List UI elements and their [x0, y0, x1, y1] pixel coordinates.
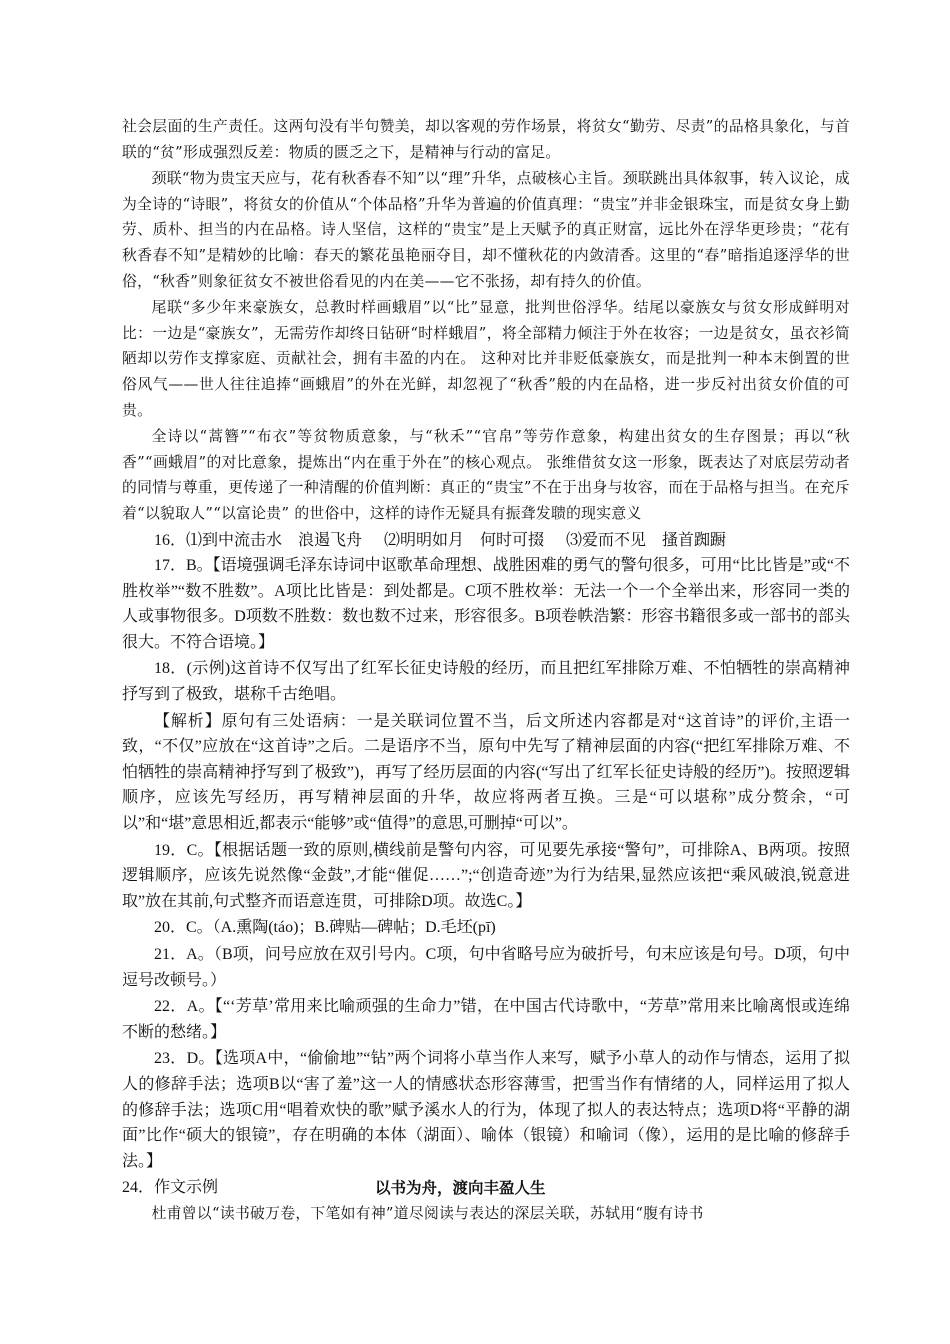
- poem-analysis-paragraph-2: 颈联“物为贵宝天应与，花有秋香春不知”以“理”升华，点破核心主旨。颈联跳出具体叙事，转入议论，成为全诗的“诗眼”，将贫女的价值从“个体品格”升华为普遍的价值真理：“贵宝”并非金银珠宝，而是贫女身上勤劳、质朴、担当的内在品格。诗人坚信，这样的“贵宝”是上天赋予的真正财富，远比外在浮华更珍贵；“花有秋香春不知”是精妙的比喻：春天的繁花虽艳丽夺目，却不懂秋花的内敛清香。这里的“春”暗指追逐浮华的世俗，“秋香”则象征贫女不被世俗看见的内在美——它不张扬，却有持久的价值。: [122, 170, 850, 290]
- answer-22: 22．A。【“‘芳草’常用来比喻顽强的生命力”错，在中国古代诗歌中，“芳草”常用来比喻离恨或连绵不断的愁绪。】: [122, 998, 850, 1041]
- answer-16-item-3: ⑶爱而不见 搔首踟蹰: [566, 531, 727, 549]
- answer-17: 17．B。【语境强调毛泽东诗词中讴歌革命理想、战胜困难的勇气的警句很多，可用“比比皆是”或“不胜枚举”“数不胜数”。A项比比皆是：到处都是。C项不胜枚举：无法一个一个全举出来，形容同一类的人或事物很多。D项数不胜数：数也数不过来，形容很多。B项卷帙浩繁：形容书籍很多或一部书的部头很大。不符合语境。】: [122, 557, 850, 651]
- answer-21: 21．A。（B项，问号应放在双引号内。C项，句中省略号应为破折号，句末应该是句号。D项，句中逗号改顿号。）: [122, 946, 850, 989]
- poem-analysis-paragraph-3: 尾联“多少年来豪族女，总教时样画蛾眉”以“比”显意，批判世俗浮华。结尾以豪族女与贫女形成鲜明对比：一边是“豪族女”，无需劳作却终日钻研“时样蛾眉”，将全部精力倾注于外在妆容；一边是贫女，虽衣衫简陋却以劳作支撑家庭、贡献社会，拥有丰盈的内在。 这种对比并非贬低豪族女，而是批判一种本末倒置的世俗风气——世人往往追捧“画蛾眉”的外在光鲜，却忽视了“秋香”般的内在品格，进一步反衬出贫女价值的可贵。: [122, 299, 850, 419]
- answer-16-item-2: ⑵明明如月 何时可掇: [384, 531, 545, 549]
- essay-opening: 杜甫曾以“读书破万卷，下笔如有神”道尽阅读与表达的深层关联，苏轼用“腹有诗书: [151, 1205, 704, 1223]
- answer-18: 18．(示例)这首诗不仅写出了红军长征史诗般的经历，而且把红军排除万难、不怕牺牲的崇高精神抒写到了极致，堪称千古绝唱。: [122, 660, 850, 704]
- answer-18-analysis: 【解析】原句有三处语病：一是关联词位置不当，后文所述内容都是对“这首诗”的评价,主语一致，“不仅”应放在“这首诗”之后。二是语序不当，原句中先写了精神层面的内容(“把红军排除万难、不怕牺牲的崇高精神抒写到了极致”)，再写了经历层面的内容(“写出了红军长征史诗般的经历”)。按照逻辑顺序，应该先写经历，再写精神层面的升华，故应将两者互换。三是“可以堪称”成分赘余，“可以”和“堪”意思相近,都表示“能够”或“值得”的意思,可删掉“可以”。: [122, 712, 850, 833]
- essay-label: 24．作文示例: [122, 1179, 219, 1197]
- essay-heading: [122, 1175, 850, 1201]
- poem-analysis-paragraph-4: 全诗以“蒿簪”“布衣”等贫物质意象，与“秋禾”“官帛”等劳作意象，构建出贫女的生存图景；再以“秋香”“画蛾眉”的对比意象，提炼出“内在重于外在”的核心观点。 张维借贫女这一形象，既表达了对底层劳动者的同情与尊重，更传递了一种清醒的价值判断：真正的“贵宝”不在于出身与妆容，而在于品格与担当。在充斥着“以貌取人”“以富论贵” 的世俗中，这样的诗作无疑具有振聋发聩的现实意义: [122, 428, 850, 522]
- essay-title: 以书为舟，渡向丰盈人生: [375, 1178, 546, 1198]
- poem-analysis-paragraph-1: 社会层面的生产责任。这两句没有半句赞美，却以客观的劳作场景，将贫女“勤劳、尽责”的品格具象化，与首联的“贫”形成强烈反差：物质的匮乏之下，是精神与行动的富足。: [122, 118, 850, 161]
- answer-19: 19．C。【根据话题一致的原则,横线前是警句内容，可见要先承接“警句”，可排除A、B两项。按照逻辑顺序，应该先说然像“金鼓”,才能“催促……”;“创造奇迹”为行为结果,显然应该把“乘风破浪,锐意进取”放在其前,句式整齐而语意连贯，可排除D项。故选C。】: [122, 841, 850, 910]
- answer-16-label: 16．: [154, 531, 187, 549]
- answer-20: 20．C。（A.熏陶(táo)；B.碑贴—碑帖；D.毛坯(pī): [154, 919, 496, 937]
- answer-23: 23．D。【选项A中，“偷偷地”“钻”两个词将小草当作人来写，赋予小草人的动作与情态，运用了拟人的修辞手法；选项B以“害了羞”这一人的情感状态形容薄雪，把雪当作有情绪的人，同样运用了拟人的修辞手法；选项C用“唱着欢快的歌”赋予溪水人的行为，体现了拟人的表达特点；选项D将“平静的湖面”比作“硕大的银镜”，存在明确的本体（湖面）、喻体（银镜）和喻词（像），运用的是比喻的修辞手法。】: [122, 1050, 850, 1170]
- answer-16: [122, 528, 850, 554]
- answer-16-item-1: ⑴到中流击水 浪遏飞舟: [186, 531, 363, 549]
